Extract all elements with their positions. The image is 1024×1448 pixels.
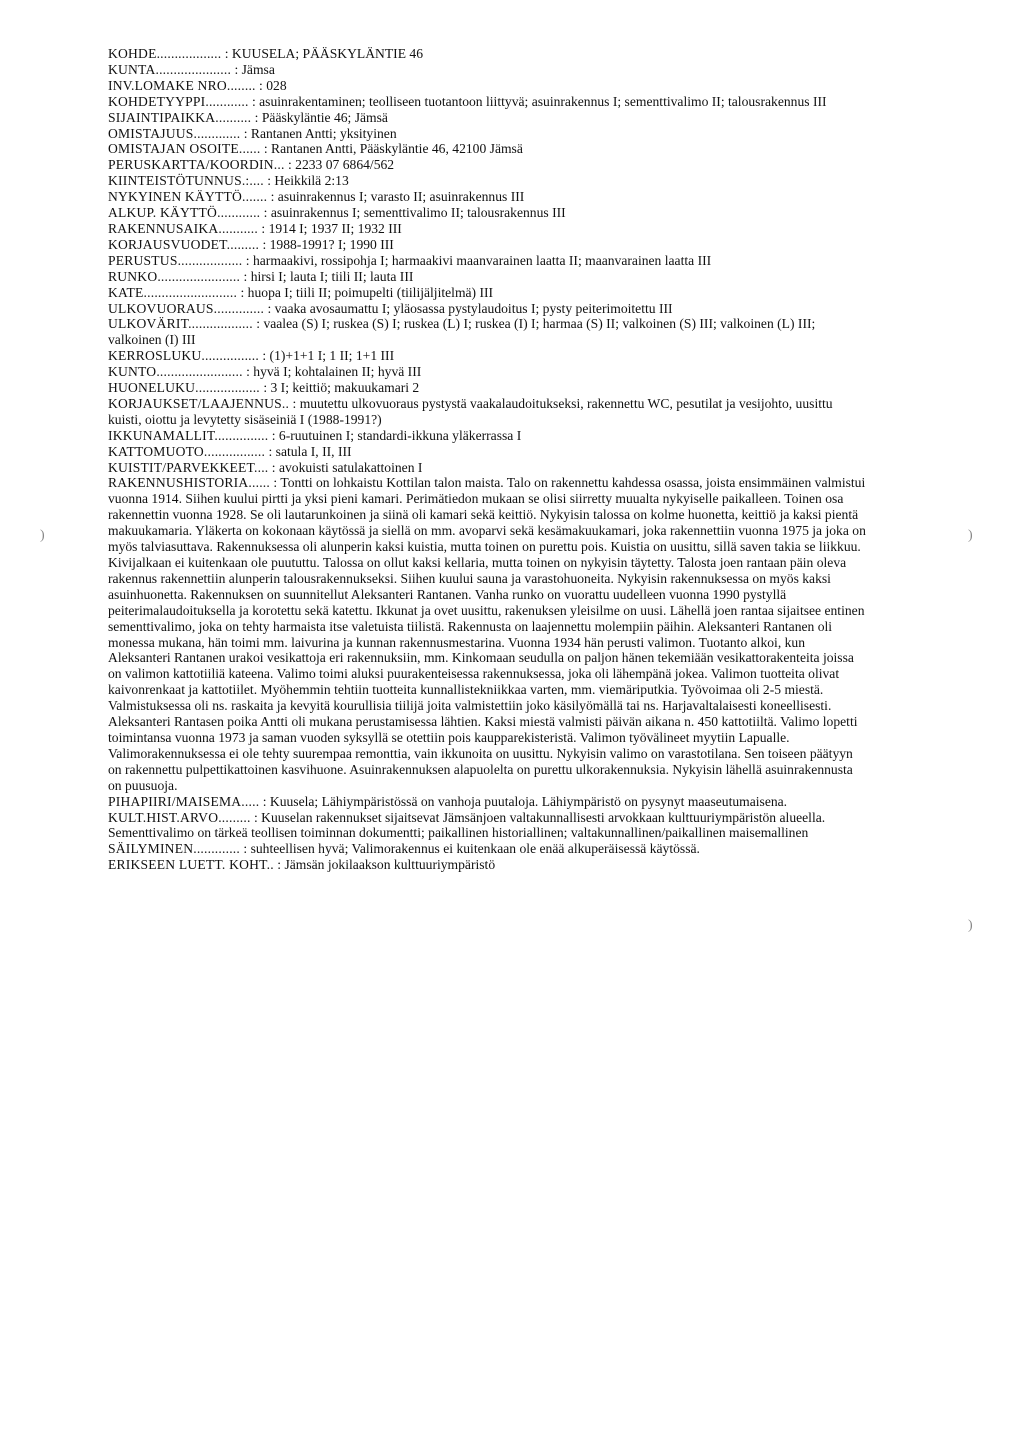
form-field — [108, 444, 868, 460]
form-field — [108, 475, 868, 793]
field-value: : 6-ruutuinen I; standardi-ikkuna yläkerrassa I — [271, 427, 522, 443]
field-value: : Kuuselan rakennukset sijaitsevat Jämsänjoen valtakunnallisesti arvokkaan kulttuuriympäristön alueella. Sementtivalimo on tärkeä teollisen toiminnan dokumentti; paikallinen historiallinen; valtakunnallinen/paikallinen maisemallinen — [108, 809, 826, 841]
field-value: : satula I, II, III — [268, 443, 352, 459]
field-label: SÄILYMINEN............. — [108, 841, 240, 857]
field-label: KUISTIT/PARVEKKEET.... — [108, 459, 269, 475]
field-label: KORJAUSVUODET......... — [108, 236, 260, 252]
field-label: KOHDE.................. — [108, 46, 222, 61]
field-label: KULT.HIST.ARVO......... — [108, 809, 251, 825]
field-label: KATE.......................... — [108, 284, 238, 300]
field-value: : hirsi I; lauta I; tiili II; lauta III — [243, 268, 414, 284]
field-label: KOHDETYYPPI............ — [108, 93, 249, 109]
form-field — [108, 141, 868, 157]
form-field — [108, 221, 868, 237]
form-field — [108, 237, 868, 253]
form-field — [108, 62, 868, 78]
form-field — [108, 380, 868, 396]
field-label: RUNKO....................... — [108, 268, 241, 284]
field-label: RAKENNUSHISTORIA...... — [108, 475, 270, 491]
field-value: : Heikkilä 2:13 — [267, 173, 349, 189]
field-value: : Rantanen Antti, Pääskyläntie 46, 42100 Jämsä — [263, 141, 523, 157]
form-field — [108, 253, 868, 269]
field-label: SIJAINTIPAIKKA.......... — [108, 109, 252, 125]
field-value: : Rantanen Antti; yksityinen — [243, 125, 397, 141]
form-field — [108, 189, 868, 205]
form-field — [108, 794, 868, 810]
form-field — [108, 110, 868, 126]
form-field — [108, 78, 868, 94]
form-field — [108, 460, 868, 476]
field-kohde — [108, 46, 868, 62]
inventory-form — [108, 46, 868, 873]
field-value: : muutettu ulkovuoraus pystystä vaakalaudoitukseksi, rakennettu WC, pesutilat ja vesijohto, uusittu kuisti, oiottu ja levytetty sisäseiniä I (1988-1991?) — [108, 395, 833, 427]
field-value: : vaalea (S) I; ruskea (S) I; ruskea (L) I; ruskea (I) I; harmaa (S) II; valkoinen (S) III; valkoinen (L) III; valkoinen (I) III — [108, 316, 816, 348]
form-field — [108, 173, 868, 189]
field-value: : suhteellisen hyvä; Valimorakennus ei kuitenkaan ole enää alkuperäisessä käytössä. — [243, 841, 700, 857]
form-field — [108, 857, 868, 873]
field-value: : 1988-1991? I; 1990 III — [262, 236, 394, 252]
field-value: : hyvä I; kohtalainen II; hyvä III — [246, 364, 422, 380]
field-label: PIHAPIIRI/MAISEMA..... — [108, 793, 260, 809]
field-label: OMISTAJUUS............. — [108, 125, 241, 141]
field-label: RAKENNUSAIKA........... — [108, 220, 258, 236]
field-list — [108, 62, 868, 873]
form-field — [108, 364, 868, 380]
field-label: KERROSLUKU................ — [108, 348, 259, 364]
field-value: : vaaka avosaumattu I; yläosassa pystylaudoitus I; pysty peiterimoitettu III — [267, 300, 673, 316]
field-value: : 3 I; keittiö; makuukamari 2 — [263, 380, 420, 396]
field-value: : 2233 07 6864/562 — [287, 157, 395, 173]
form-field — [108, 269, 868, 285]
form-field — [108, 126, 868, 142]
field-label: INV.LOMAKE NRO........ — [108, 77, 256, 93]
field-value: : Tontti on lohkaistu Kottilan talon maista. Talo on rakennettu kahdessa osassa, joista ensimmäinen valmistui vuonna 1914. Siihen kuului pirtti ja yksi pieni kamari. Perimätiedon mukaan se olisi siirretty muualta nykyiselle paikalleen. Toinen osa rakennettin vuonna 1928. Se oli lautarunkoinen ja siinä oli kamari sekä keittiö. Nykyisin talossa on kolme huonetta, keittiö ja kaksi pientä makuukamaria. Yläkerta on kokonaan käytössä ja siellä on mm. avoparvi sekä kesämakuukamari, joka rakennettiin vuonna 1975 ja joka on myös talviasuttava. Rakennuksessa oli alunperin kaksi kuistia, mutta toinen on purettu pois. Kuistia on uusittu, sillä saven takia se liikkuu. Kivijalkaan ei kuitenkaan ole puututtu. Talossa on ollut kaksi kellaria, mutta toinen on nykyisin täytetty. Talosta joen rantaan päin oleva rakennus rakennettiin alunperin talousrakennukseksi. Siihen kuului sauna ja varastohuoneita. Nykyisin rakennuksessa on myös kaksi asuinhuonetta. Rakennuksen on suunnitellut Aleksanteri Rantanen. Vanha runko on vuorattu uudelleen vuonna 1990 pystyllä peiterimalaudoituksella ja korotettu sekä katettu. Ikkunat ja ovet uusittu, rakenuksen yleisilme on uusi. Lähellä joen rantaa sijaitsee entinen sementtivalimo, joka on tehty harmaista itse valetuista tiilistä. Rakennusta on laajennettu molempiin päihin. Aleksanteri Rantanen oli monessa mukana, hän toimi mm. laivurina ja kunnan rakennusmestarina. Vuonna 1934 hän perusti valimon. Tuotanto alkoi, kun Aleksanteri Rantanen urakoi vesikattoja eri rakennuksiin, mm. Kinkomaan seudulla on paljon hänen tekemiään vesikattorakenteita joissa on valimon kattotiiliä kateena. Valimo toimi aluksi puurakenteisessa rakennuksessa, joka oli lähempänä jokea. Valimon tuotteita olivat kaivonrenkaat ja kattotiilet. Myöhemmin tehtiin tuotteita kunnallistekniikkaa varten, mm. viemäriputkia. Työvoimaa oli 2-5 miestä. Valmistuksessa oli ns. raskaita ja kevyitä kourullisia tiilijä joita valmistettiin joko käsilyömällä tai ns. Harjavaltalaisesti koneellisesti. Aleksanteri Rantasen poika Antti oli mukana perustamisessa lähtien. Kaksi miestä valmisti päivän aikana n. 450 kattotiiltä. Valimo lopetti toimintansa vuonna 1973 ja saman vuoden syksyllä se otettiin pois kaupparekisteristä. Valimon työvälineet myytiin Lapualle. Valimorakennuksessa ei ole tehty suurempaa remonttia, vain ikkunoita on uusittu. Nykyisin valimo on varastotilana. Sen toiseen päätyyn on rakennettu pulpettikattoinen kasvihuone. Asuinrakennuksen alapuolelta on purettu ulkorakennuksia. Nykyisin lähellä asuinrakennusta on puusuoja. — [108, 475, 866, 793]
field-value: : Kuusela; Lähiympäristössä on vanhoja puutaloja. Lähiympäristö on pysynyt maaseutumaisena. — [262, 793, 788, 809]
field-label: NYKYINEN KÄYTTÖ....... — [108, 189, 268, 205]
field-value: : (1)+1+1 I; 1 II; 1+1 III — [262, 348, 395, 364]
margin-mark-right-lower: ) — [968, 918, 973, 933]
field-value: : Jämsa — [234, 61, 275, 77]
field-label: KIINTEISTÖTUNNUS.:.... — [108, 173, 264, 189]
field-value: : Jämsän jokilaakson kulttuuriympäristö — [277, 857, 496, 873]
field-value: : asuinrakennus I; sementtivalimo II; talousrakennus III — [263, 205, 566, 221]
field-label: HUONELUKU.................. — [108, 380, 260, 396]
field-value: : asuinrakennus I; varasto II; asuinrakennus III — [270, 189, 525, 205]
field-label: ULKOVÄRIT.................. — [108, 316, 253, 332]
field-value: : 1914 I; 1937 II; 1932 III — [261, 220, 402, 236]
field-value: : 028 — [259, 77, 287, 93]
form-field — [108, 94, 868, 110]
form-field — [108, 348, 868, 364]
field-label: PERUSKARTTA/KOORDIN... — [108, 157, 285, 173]
field-value: : Pääskyläntie 46; Jämsä — [254, 109, 388, 125]
field-label: KUNTA..................... — [108, 61, 232, 77]
field-label: KATTOMUOTO................. — [108, 443, 266, 459]
form-field — [108, 301, 868, 317]
field-label: OMISTAJAN OSOITE...... — [108, 141, 261, 157]
form-field — [108, 316, 868, 348]
form-field — [108, 157, 868, 173]
field-label: ULKOVUORAUS.............. — [108, 300, 265, 316]
form-field — [108, 285, 868, 301]
margin-mark-left: ) — [40, 528, 45, 543]
form-field — [108, 810, 868, 842]
field-value: : avokuisti satulakattoinen I — [271, 459, 423, 475]
field-label: ERIKSEEN LUETT. KOHT.. — [108, 857, 274, 873]
form-field — [108, 205, 868, 221]
field-label: KORJAUKSET/LAAJENNUS.. — [108, 395, 290, 411]
field-label: PERUSTUS.................. — [108, 252, 243, 268]
field-value: : asuinrakentaminen; teolliseen tuotantoon liittyvä; asuinrakennus I; sementtivalimo II; talousrakennus III — [251, 93, 827, 109]
form-field — [108, 396, 868, 428]
field-value: : huopa I; tiili II; poimupelti (tiilijäljitelmä) III — [240, 284, 494, 300]
margin-mark-right: ) — [968, 528, 973, 543]
field-value: : harmaakivi, rossipohja I; harmaakivi maanvarainen laatta II; maanvarainen laatta III — [245, 252, 712, 268]
form-field — [108, 428, 868, 444]
field-label: IKKUNAMALLIT............... — [108, 427, 269, 443]
form-field — [108, 841, 868, 857]
field-label: KUNTO........................ — [108, 364, 243, 380]
field-label: ALKUP. KÄYTTÖ............ — [108, 205, 261, 221]
field-value: : KUUSELA; PÄÄSKYLÄNTIE 46 — [224, 46, 423, 61]
